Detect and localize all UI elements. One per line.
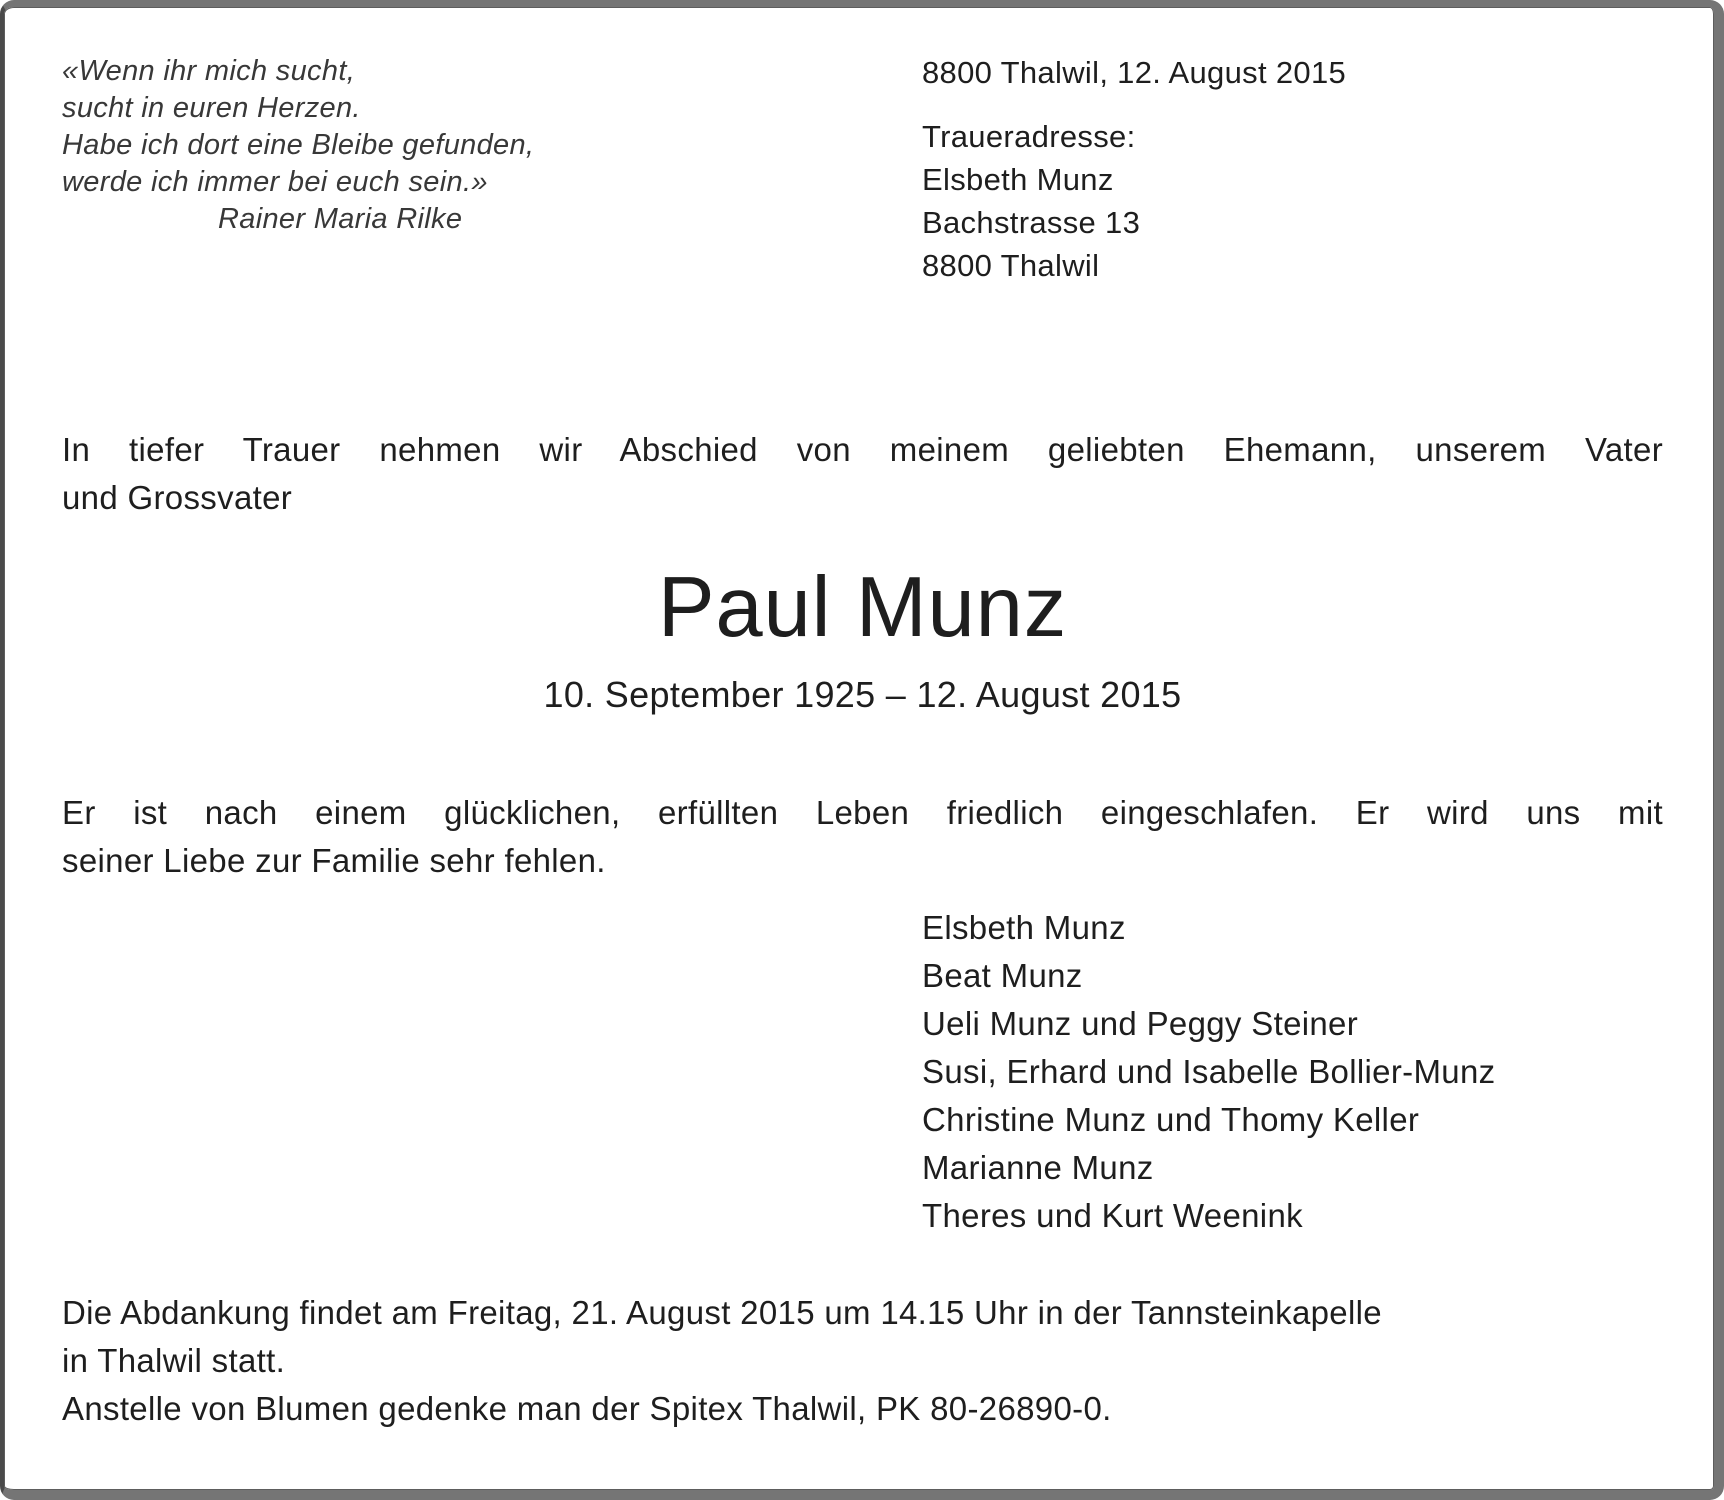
family-member: Ueli Munz und Peggy Steiner (922, 1005, 1359, 1042)
mourning-address-label: Traueradresse: (922, 119, 1136, 154)
quote-attribution: Rainer Maria Rilke (218, 203, 463, 235)
quote-line: werde ich immer bei euch sein.» (62, 166, 488, 198)
family-member: Beat Munz (922, 957, 1083, 994)
life-dates: 10. September 1925 – 12. August 2015 (543, 674, 1182, 715)
announcement-paragraph (62, 426, 1663, 522)
announcement-line: In tiefer Trauer nehmen wir Abschied von meinem geliebten Ehemann, unserem Vater (62, 431, 1663, 468)
quote-line: «Wenn ihr mich sucht, (62, 55, 356, 87)
service-line: Anstelle von Blumen gedenke man der Spitex Thalwil, PK 80-26890-0. (62, 1390, 1112, 1427)
service-line: in Thalwil statt. (62, 1342, 286, 1379)
quote-line: Habe ich dort eine Bleibe gefunden, (62, 129, 535, 161)
eulogy-paragraph (62, 789, 1663, 885)
family-member: Christine Munz und Thomy Keller (922, 1101, 1420, 1138)
eulogy-line: seiner Liebe zur Familie sehr fehlen. (62, 842, 606, 879)
service-info (62, 1289, 1663, 1433)
poem-quote (62, 53, 534, 238)
address-line: Elsbeth Munz (922, 162, 1114, 197)
city-date-line: 8800 Thalwil, 12. August 2015 (922, 55, 1347, 90)
family-list (922, 904, 1495, 1240)
family-member: Marianne Munz (922, 1149, 1154, 1186)
address-line: Bachstrasse 13 (922, 205, 1141, 240)
family-member: Susi, Erhard und Isabelle Bollier-Munz (922, 1053, 1496, 1090)
eulogy-line: Er ist nach einem glücklichen, erfüllten Leben friedlich eingeschlafen. Er wird uns mit (62, 794, 1663, 831)
announcement-line: und Grossvater (62, 479, 293, 516)
mourning-address-block (922, 51, 1346, 287)
quote-line: sucht in euren Herzen. (62, 92, 361, 124)
service-line: Die Abdankung findet am Freitag, 21. August 2015 um 14.15 Uhr in der Tannsteinkapelle (62, 1294, 1382, 1331)
family-member: Elsbeth Munz (922, 909, 1126, 946)
address-line: 8800 Thalwil (922, 248, 1100, 283)
family-member: Theres und Kurt Weenink (922, 1197, 1303, 1234)
deceased-name: Paul Munz (657, 560, 1068, 655)
